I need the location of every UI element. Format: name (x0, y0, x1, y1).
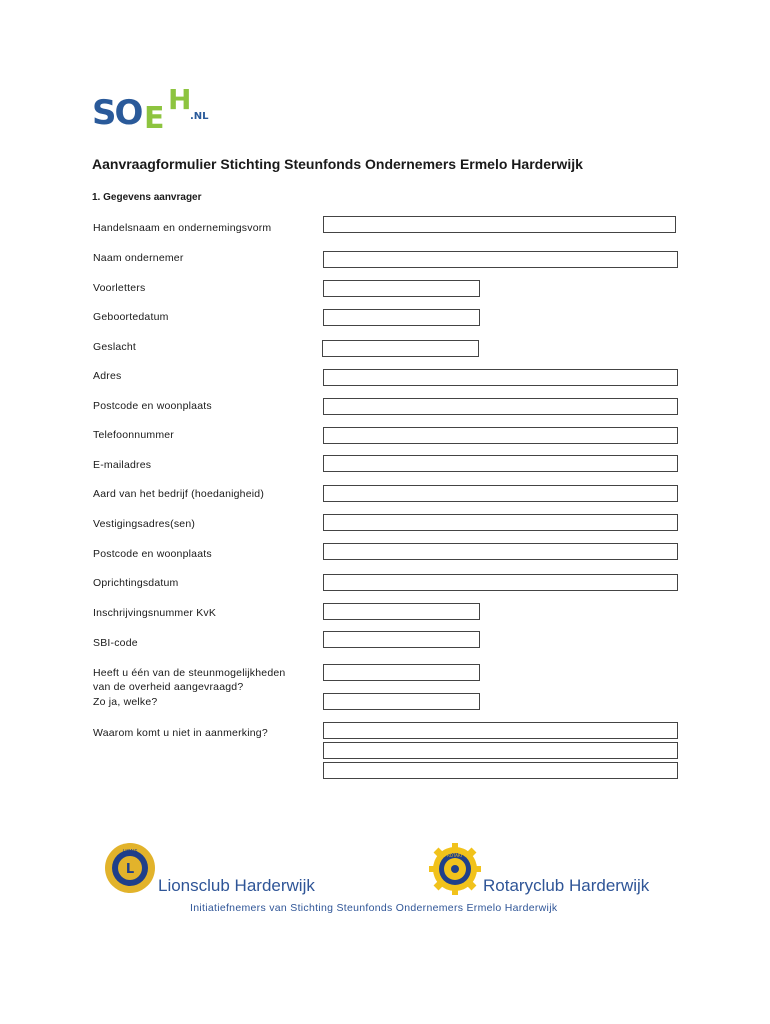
lions-logo (104, 842, 156, 894)
logo-e: E (144, 101, 165, 136)
svg-text:ROTARY: ROTARY (447, 853, 463, 858)
label-steun-3: Zo ja, welke? (93, 696, 158, 708)
input-vestigingsadres[interactable] (323, 514, 678, 531)
input-postcode-woonplaats[interactable] (323, 398, 678, 415)
input-voorletters[interactable] (323, 280, 480, 297)
input-waarom-3[interactable] (323, 762, 678, 779)
label-oprichtingsdatum: Oprichtingsdatum (93, 577, 179, 589)
input-kvk[interactable] (323, 603, 480, 620)
svg-text:LIONS: LIONS (122, 849, 138, 855)
input-waarom-2[interactable] (323, 742, 678, 759)
input-geslacht[interactable] (322, 340, 479, 357)
input-geboortedatum[interactable] (323, 309, 480, 326)
label-adres: Adres (93, 370, 122, 382)
soeh-logo (92, 83, 222, 136)
label-postcode-woonplaats-2: Postcode en woonplaats (93, 548, 212, 560)
input-sbi-code[interactable] (323, 631, 480, 648)
label-geslacht: Geslacht (93, 341, 137, 353)
input-steun-welke[interactable] (323, 693, 480, 710)
label-aard-bedrijf: Aard van het bedrijf (hoedanigheid) (93, 488, 265, 500)
label-postcode-woonplaats: Postcode en woonplaats (93, 400, 212, 412)
logo-nl: .NL (190, 111, 209, 122)
label-naam-ondernemer: Naam ondernemer (93, 252, 184, 264)
lionsclub-name: Lionsclub Harderwijk (158, 876, 315, 895)
input-emailadres[interactable] (323, 455, 678, 472)
label-kvk: Inschrijvingsnummer KvK (93, 607, 217, 619)
logo-h: H (168, 83, 192, 116)
input-aard-bedrijf[interactable] (323, 485, 678, 502)
input-naam-ondernemer[interactable] (323, 251, 678, 268)
input-handelsnaam[interactable] (323, 216, 676, 233)
input-postcode-woonplaats-2[interactable] (323, 543, 678, 560)
input-adres[interactable] (323, 369, 678, 386)
page-title: Aanvraagformulier Stichting Steunfonds Ondernemers Ermelo Harderwijk (92, 156, 583, 172)
logo-so: SO (92, 93, 142, 133)
label-emailadres: E-mailadres (93, 459, 152, 471)
svg-text:L: L (125, 862, 135, 877)
input-waarom-1[interactable] (323, 722, 678, 739)
rotary-logo (428, 842, 482, 896)
section-heading: 1. Gegevens aanvrager (92, 192, 202, 203)
label-waarom: Waarom komt u niet in aanmerking? (93, 727, 268, 739)
label-geboortedatum: Geboortedatum (93, 311, 169, 323)
label-handelsnaam: Handelsnaam en ondernemingsvorm (93, 222, 272, 234)
label-steun-1: Heeft u één van de steunmogelijkheden (93, 667, 286, 679)
input-telefoonnummer[interactable] (323, 427, 678, 444)
label-sbi-code: SBI-code (93, 637, 138, 649)
rotaryclub-name: Rotaryclub Harderwijk (483, 876, 650, 895)
label-steun-2: van de overheid aangevraagd? (93, 681, 244, 693)
label-vestigingsadres: Vestigingsadres(sen) (93, 518, 196, 530)
label-telefoonnummer: Telefoonnummer (93, 429, 175, 441)
label-voorletters: Voorletters (93, 282, 146, 294)
input-oprichtingsdatum[interactable] (323, 574, 678, 591)
input-steun-aangevraagd[interactable] (323, 664, 480, 681)
footer-subtitle: Initiatiefnemers van Stichting Steunfonds Ondernemers Ermelo Harderwijk (190, 902, 558, 914)
